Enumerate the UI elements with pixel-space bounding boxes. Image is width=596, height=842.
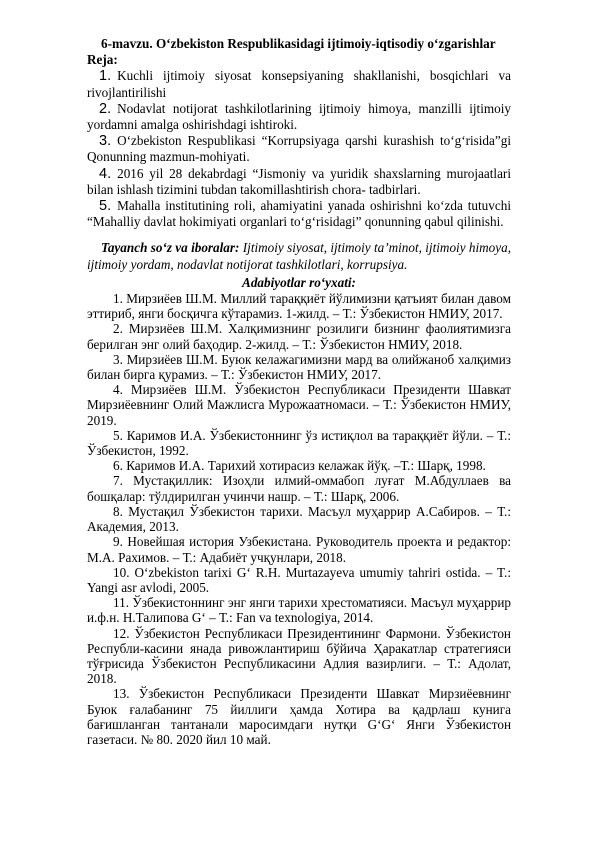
reference-item: 8. Мустақил Ўзбекистон тарихи. Масъул муҳаррир А.Сабиров. – Т.: Академия, 2013. [87, 503, 511, 535]
plan-item-number: 2. [99, 100, 112, 117]
reference-item: 5. Каримов И.А. Ўзбекистоннинг ўз истиқлол ва тараққиёт йўли. – Т.: Ўзбекистон, 1992. [87, 427, 511, 459]
plan-list [87, 68, 511, 230]
keywords-text: Ijtimoiy siyosat, ijtimoiy ta’minot, ijtimoiy himoya, ijtimoiy yordam, nodavlat notijorat tashkilotlari, korrupsiya. [87, 240, 511, 272]
plan-item-number: 5. [99, 198, 112, 215]
plan-item [87, 166, 511, 198]
plan-item-number: 1. [99, 68, 112, 85]
plan-item-number: 4. [99, 165, 112, 182]
reference-item: 10. O‘zbekiston tarixi G‘ R.H. Murtazayeva umumiy tahriri ostida. – T.: Yangi asr avlodi, 2005. [87, 564, 511, 595]
plan-item-number: 3. [99, 133, 112, 150]
reference-item: 7. Мустақиллик: Изоҳли илмий-оммабоп луғат М.Абдуллаев ва бошқалар: тўлдирилган учинчи нашр. – Т.: Шарқ, 2006. [87, 473, 511, 504]
plan-item [87, 68, 511, 100]
reference-item: 2. Мирзиёев Ш.М. Халқимизнинг розилиги бизнинг фаолиятимизга берилган энг олий баҳодир. 2-жилд. – Т.: Ўзбекистон НМИУ, 2018. [87, 321, 511, 352]
plan-item-text: Nodavlat notijorat tashkilotlarining ijtimoiy himoya, manzilli ijtimoiy yordamni amalga oshirishdagi ishtiroki. [87, 100, 511, 133]
reference-item: 1. Мирзиёев Ш.М. Миллий тараққиёт йўлимизни қатъият билан давом эттириб, янги босқичга кўтарамиз. 1-жилд. – Т.: Ўзбекистон НМИУ, 2017. [87, 291, 511, 322]
plan-item [87, 101, 511, 133]
plan-label: Reja: [87, 52, 118, 68]
literature-heading: Adabiyotlar ro‘yxati: [242, 274, 356, 290]
plan-item-text: 2016 yil 28 dekabrdagi “Jismoniy va yuridik shaxslarning murojaatlari bilan ishlash tizimini tubdan takomillashtirish chora- tadbirlari. [87, 165, 511, 197]
reference-item: 9. Новейшая история Узбекистана. Руководитель проекта и редактор: М.А. Рахимов. – Т.: Адабиёт учқунлари, 2018. [87, 534, 511, 565]
reference-item: 6. Каримов И.А. Тарихий хотирасиз келажак йўқ. –Т.: Шарқ, 1998. [113, 458, 486, 474]
reference-list [87, 291, 511, 747]
plan-item-text: Mahalla institutining roli, ahamiyatini yanada oshirishni ko‘zda tutuvchi “Mahalliy davlat hokimiyati organlari to‘g‘risidagi” qonunning qabul qilinishi. [87, 198, 511, 230]
plan-item-text: Kuchli ijtimoiy siyosat konsepsiyaning shakllanishi, bosqichlari va rivojlantirilishi [87, 68, 511, 100]
topic-title: 6-mavzu. O‘zbekiston Respublikasidagi ijtimoiy-iqtisodiy o‘zgarishlar [101, 36, 496, 51]
reference-item: 12. Ўзбекистон Республикаси Президентининг Фармони. Ўзбекистон Республи-касини янада ривожлантириш бўйича Ҳаракатлар стратегияси тўғрисида Ўзбекистон Республикасини Адлия вазирлиги. – Т.: Адолат, 2018. [87, 625, 511, 687]
keywords-paragraph [87, 240, 511, 272]
reference-item: 11. Ўзбекистоннинг энг янги тарихи хрестоматияси. Масъул муҳаррир и.ф.н. Н.Талипова G‘ – Т.: Fan va texnologiya, 2014. [87, 595, 511, 626]
plan-item [87, 133, 511, 165]
keywords-label: Tayanch so‘z va iboralar: [101, 240, 240, 256]
reference-item: 3. Мирзиёев Ш.М. Буюк келажагимизни мард ва олийжаноб халқимиз билан бирга қурамиз. – Т.: Ўзбекистон НМИУ, 2017. [87, 351, 511, 383]
reference-item: 13. Ўзбекистон Республикаси Президенти Шавкат Мирзиёевнинг Буюк ғалабанинг 75 йиллиги ҳамда Хотира ва қадрлаш кунига бағишланган тантанали маросимдаги нутқи G‘G‘ Янги Ўзбекистон газетаси. № 80. 2020 йил 10 май. [87, 686, 511, 747]
plan-item-text: O‘zbekiston Respublikasi “Korrupsiyaga qarshi kurashish to‘g‘risida”gi Qonunning mazmun-mohiyati. [87, 133, 511, 165]
reference-item: 4. Мирзиёев Ш.М. Ўзбекистон Республикаси Президенти Шавкат Мирзиёевнинг Олий Мажлисга Мурожаатномаси. – Т.: Ўзбекистон НМИУ, 2019. [87, 382, 511, 428]
plan-item [87, 198, 511, 230]
document-page [87, 36, 511, 747]
